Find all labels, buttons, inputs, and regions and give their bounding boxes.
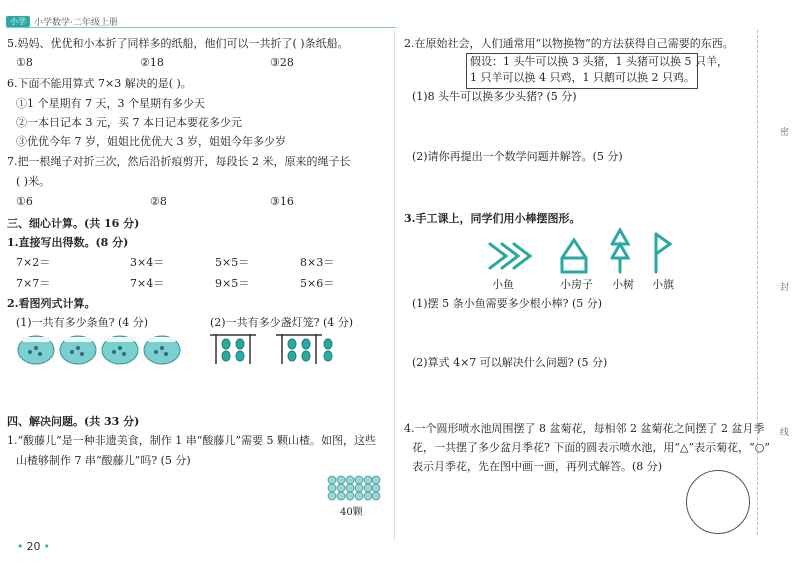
calc-item: 3×4＝: [130, 256, 165, 269]
side-mark-xian: 线: [780, 428, 790, 438]
q4-line2: 花，一共摆了多少盆月季花? 下面的圆表示喷水池，用“△”表示菊花，“○”: [412, 441, 770, 454]
q5-option-3: ③28: [270, 56, 294, 69]
q3-part-1: (1)摆 5 条小鱼需要多少根小棒? (5 分): [412, 297, 603, 310]
calc-item: 7×4＝: [130, 277, 165, 290]
shape-label-flag: 小旗: [652, 278, 674, 291]
section-4-title: 四、解决问题。(共 33 分): [7, 415, 140, 428]
q5-option-2: ②18: [140, 56, 164, 69]
q7-option-3: ③16: [270, 195, 294, 208]
q7-line1: 7.把一根绳子对折三次，然后沿折痕剪开，每段长 2 米，原来的绳子长: [7, 155, 351, 168]
header-rule: [6, 27, 396, 28]
calc-item: 5×5＝: [215, 256, 250, 269]
q5-option-1: ①8: [16, 56, 33, 69]
calc-item: 9×5＝: [215, 277, 250, 290]
q2-box-line1: 假设：1 头牛可以换 3 头猪，1 头猪可以换 5 只羊，: [470, 55, 728, 68]
q7-line2: ( )米。: [16, 175, 51, 188]
q6-option-3: ③优优今年 7 岁，姐姐比优优大 3 岁，姐姐今年多少岁: [16, 135, 286, 148]
q5-text: 5.妈妈、优优和小本折了同样多的纸船，他们可以一共折了( )条纸船。: [7, 37, 349, 50]
problem-1-line2: 山楂够制作 7 串“酸藤儿”吗? (5 分): [16, 454, 191, 467]
header-tag: 小学: [6, 16, 30, 27]
shape-label-fish: 小鱼: [492, 278, 514, 291]
q6-text: 6.下面不能用算式 7×3 解决的是( )。: [7, 77, 192, 90]
stick-shapes-image: [488, 224, 698, 274]
section-3-title: 三、细心计算。(共 16 分): [7, 217, 140, 230]
problem-1-line1: 1.“酸藤儿”是一种非遗美食，制作 1 串“酸藤儿”需要 5 颗山楂。如图，这些: [7, 434, 376, 447]
hawthorn-pile-image: [326, 474, 382, 502]
lanterns-image: [210, 332, 340, 366]
page-number: • 20 •: [17, 540, 50, 553]
q2-part-1: (1)8 头牛可以换多少头猪? (5 分): [412, 90, 577, 103]
side-mark-mi: 密: [780, 128, 790, 138]
calc-2a: (1)一共有多少条鱼? (4 分): [16, 316, 149, 329]
q7-option-1: ①6: [16, 195, 33, 208]
header-title: 小学数学·二年级上册: [34, 17, 118, 28]
header: [6, 14, 118, 28]
fountain-circle: [686, 470, 750, 534]
q7-option-2: ②8: [150, 195, 167, 208]
shape-label-house: 小房子: [560, 278, 593, 291]
q3-part-2: (2)算式 4×7 可以解决什么问题? (5 分): [412, 356, 608, 369]
q2-title: 2.在原始社会，人们通常用“以物换物”的方法获得自己需要的东西。: [404, 37, 734, 50]
q2-part-2: (2)请你再提出一个数学问题并解答。(5 分): [412, 150, 623, 163]
calc-item: 8×3＝: [300, 256, 335, 269]
calc-item: 7×7＝: [16, 277, 51, 290]
column-divider: [394, 30, 395, 540]
page-number-value: 20: [26, 540, 41, 553]
calc-item: 5×6＝: [300, 277, 335, 290]
binding-margin: [757, 30, 800, 535]
hawthorn-count-label: 40颗: [340, 507, 363, 518]
shape-label-tree: 小树: [612, 278, 634, 291]
calc-item: 7×2＝: [16, 256, 51, 269]
q2-box-line2: 1 只羊可以换 4 只鸡，1 只鹅可以换 2 只鸡。: [470, 71, 695, 84]
calc-1-title: 1.直接写出得数。(8 分): [7, 236, 129, 249]
q4-line3: 表示月季花，先在图中画一画，再列式解答。(8 分): [412, 460, 663, 473]
q3-title: 3.手工课上，同学们用小棒摆图形。: [404, 212, 581, 225]
calc-2b: (2)一共有多少盏灯笼? (4 分): [210, 316, 354, 329]
side-mark-feng: 封: [780, 283, 790, 293]
q6-option-2: ②一本日记本 3 元，买 7 本日记本要花多少元: [16, 116, 242, 129]
fish-bowls-image: [16, 332, 186, 366]
q4-line1: 4.一个圆形喷水池周围摆了 8 盆菊花，每相邻 2 盆菊花之间摆了 2 盆月季: [404, 422, 765, 435]
q6-option-1: ①1 个星期有 7 天，3 个星期有多少天: [16, 97, 205, 110]
calc-2-title: 2.看图列式计算。: [7, 297, 96, 310]
